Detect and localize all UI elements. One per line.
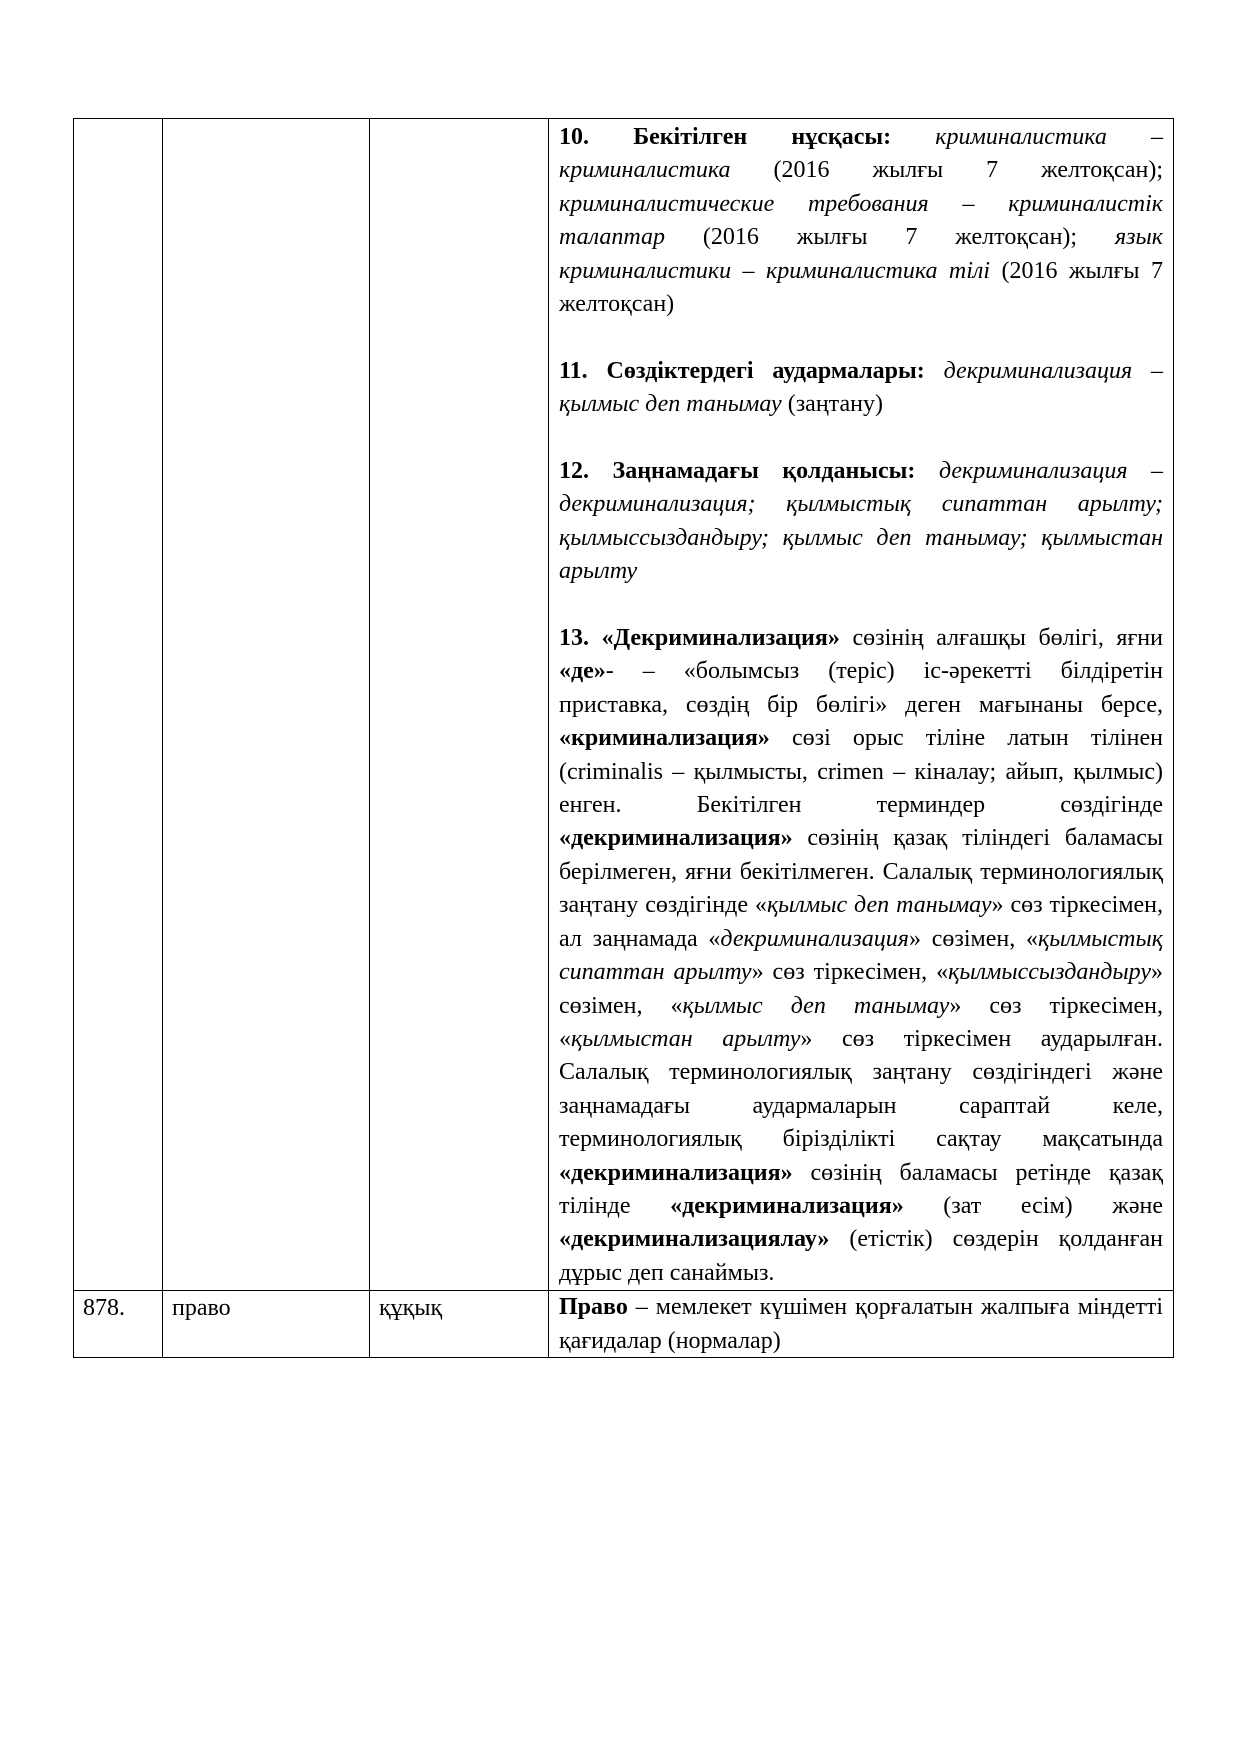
text-run: қылмыстық сипаттан арылту bbox=[559, 925, 1163, 986]
text-run: » сөз тіркесімен, « bbox=[559, 992, 1163, 1052]
text-run: (2016 жылғы 7 желтоқсан) bbox=[559, 257, 1163, 318]
text-run: (заңтану) bbox=[781, 391, 883, 418]
number-cell bbox=[74, 119, 163, 1291]
definition-term: Право bbox=[559, 1294, 628, 1321]
text-run: қылмыс деп танымау bbox=[682, 992, 950, 1019]
russian-term-cell bbox=[163, 119, 370, 1291]
text-run: (зат есім) және bbox=[903, 1192, 1163, 1219]
section-11-number: 11. bbox=[559, 357, 588, 384]
text-run: декриминализация – қылмыс деп танымау bbox=[559, 357, 1163, 418]
text-run: «декриминализациялау» bbox=[559, 1226, 830, 1253]
text-run: криминалистические требования – криминалистік талаптар bbox=[559, 190, 1163, 251]
section-10-heading: Бекітілген нұсқасы: bbox=[633, 124, 892, 150]
text-run: сөзі орыс тіліне латын тілінен (criminalis – қылмысты, crimen – кіналау; айып, қылмыс) енген. Бекітілген терминдер сөздігінде bbox=[559, 725, 1163, 819]
section-10-number: 10. bbox=[559, 124, 589, 150]
section-12-number: 12. bbox=[559, 458, 589, 485]
definition-text bbox=[549, 1291, 1173, 1357]
text-run: сөзінің баламасы ретінде қазақ тілінде bbox=[559, 1159, 1163, 1219]
section-10-body bbox=[559, 124, 1163, 317]
section-13 bbox=[559, 622, 1163, 1290]
row-number: 878. bbox=[83, 1295, 125, 1322]
text-run: декриминализация bbox=[720, 925, 909, 952]
russian-term-cell bbox=[163, 1291, 370, 1358]
text-run: декриминализация – декриминализация; қылмыстық сипаттан арылту; қылмыссыздандыру; қылмыс деп танымау; қылмыстан арылту bbox=[559, 458, 1163, 585]
terms-table bbox=[73, 118, 1174, 1358]
section-12 bbox=[559, 455, 1163, 589]
text-run: қылмыстан арылту bbox=[571, 1025, 801, 1052]
text-run: - – «болымсыз (теріс) іс-әрекетті білдіретін приставка, сөздің бір бөлігі» деген мағынаны берсе, bbox=[559, 658, 1163, 718]
text-run: сөзінің алғашқы бөлігі, яғни bbox=[839, 625, 1163, 652]
text-run: (етістік) сөздерін қолданған дұрыс деп санаймыз. bbox=[559, 1226, 1163, 1286]
table-row bbox=[74, 1291, 1174, 1358]
text-run: (2016 жылғы 7 желтоқсан); bbox=[665, 224, 1115, 251]
text-run: сөзінің қазақ тіліндегі баламасы берілмеген, яғни бекітілмеген. Салалық терминологиялық заңтану сөздігінде « bbox=[559, 825, 1163, 919]
text-run: » сөз тіркесімен, « bbox=[751, 959, 949, 986]
text-run: язык криминалистики – криминалистика тілі bbox=[559, 224, 1163, 284]
text-run: «Декриминализация» bbox=[601, 625, 840, 652]
text-run: қылмыссыздандыру bbox=[948, 959, 1151, 986]
section-10 bbox=[559, 121, 1163, 321]
kazakh-term: құқық bbox=[379, 1295, 443, 1322]
description-cell bbox=[549, 1291, 1174, 1358]
text-run: «криминализация» bbox=[559, 725, 770, 752]
definition-body: – мемлекет күшімен қорғалатын жалпыға міндетті қағидалар (нормалар) bbox=[559, 1294, 1163, 1354]
text-run: » сөзімен, « bbox=[908, 925, 1039, 952]
table-row bbox=[74, 119, 1174, 1291]
section-11 bbox=[559, 355, 1163, 422]
description-cell bbox=[549, 119, 1174, 1291]
section-12-heading: Заңнамадағы қолданысы: bbox=[612, 458, 916, 485]
kazakh-term-cell bbox=[370, 1291, 549, 1358]
text-run: «де» bbox=[559, 658, 606, 685]
kazakh-term-cell bbox=[370, 119, 549, 1291]
section-13-body bbox=[559, 625, 1163, 1286]
text-run: «декриминализация» bbox=[559, 1159, 793, 1186]
text-run: криминалистика – криминалистика bbox=[559, 124, 1164, 184]
russian-term: право bbox=[172, 1295, 231, 1322]
section-11-heading: Сөздіктердегі аудармалары: bbox=[606, 357, 925, 384]
text-run: » сөз тіркесімен аударылған. Салалық терминологиялық заңтану сөздігіндегі және заңнамадағы аудармаларын сараптай келе, терминологиялық бірізділікті сақтау мақсатында bbox=[559, 1025, 1163, 1153]
text-run: » сөзімен, « bbox=[559, 959, 1163, 1019]
text-run: » сөз тіркесімен, ал заңнамада « bbox=[559, 892, 1163, 952]
text-run: «декриминализация» bbox=[559, 825, 793, 852]
section-13-number: 13. bbox=[559, 625, 589, 652]
description-text bbox=[549, 119, 1173, 1290]
text-run: «декриминализация» bbox=[670, 1192, 904, 1219]
text-run: (2016 жылғы 7 желтоқсан); bbox=[730, 157, 1163, 184]
text-run: қылмыс деп танымау bbox=[766, 892, 992, 919]
number-cell bbox=[74, 1291, 163, 1358]
